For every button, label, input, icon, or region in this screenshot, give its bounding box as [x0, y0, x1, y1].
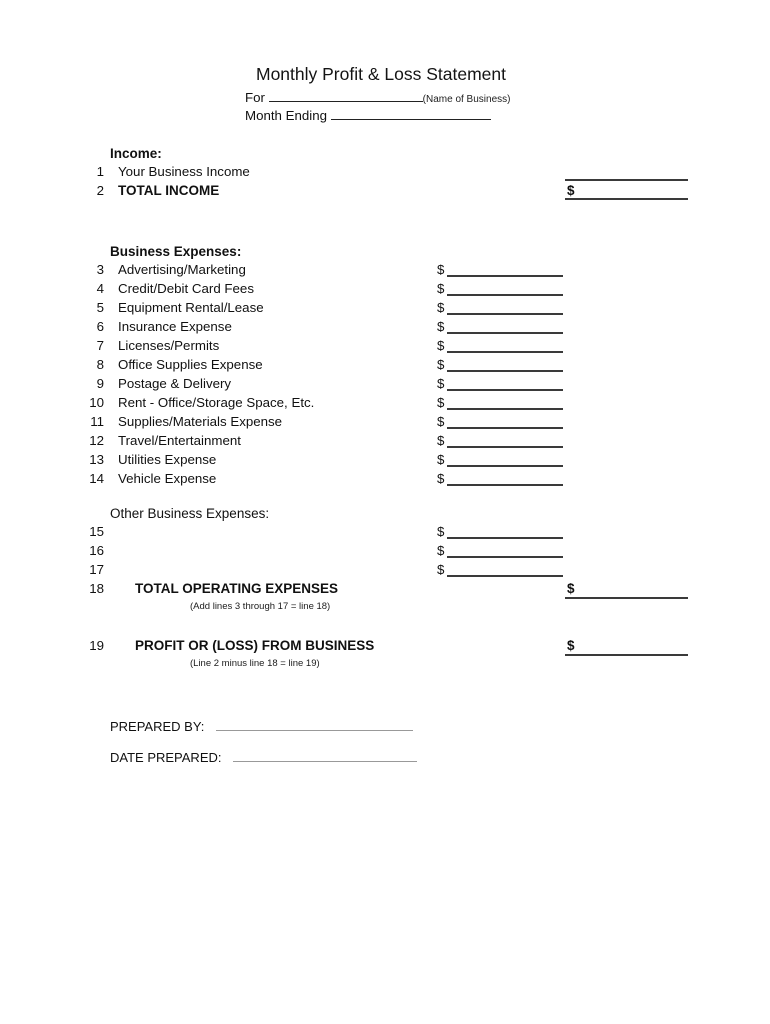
prepared-by-label: PREPARED BY: [110, 719, 205, 734]
expense-row [0, 431, 770, 450]
other-expenses-heading: Other Business Expenses: [110, 506, 270, 521]
line-label: Equipment Rental/Lease [118, 300, 264, 315]
line-label: Postage & Delivery [118, 376, 232, 391]
dollar-sign: $ [437, 262, 445, 277]
dollar-sign: $ [437, 395, 445, 410]
line-10-amount-field[interactable] [447, 408, 563, 410]
line-number: 2 [96, 183, 104, 198]
expense-row [0, 317, 770, 336]
dollar-sign: $ [437, 338, 445, 353]
business-expenses-heading: Business Expenses: [110, 244, 242, 259]
line-label: Travel/Entertainment [118, 433, 241, 448]
income-row-2 [0, 181, 770, 200]
line-11-amount-field[interactable] [447, 427, 563, 429]
total-operating-expenses-row [0, 579, 770, 599]
line-label: Insurance Expense [118, 319, 232, 334]
expense-row [0, 469, 770, 488]
line-number: 3 [96, 262, 104, 277]
total-operating-expenses-note: (Add lines 3 through 17 = line 18) [190, 601, 331, 612]
month-ending-field[interactable] [331, 107, 491, 120]
line-number: 15 [89, 524, 104, 539]
line-number: 12 [89, 433, 104, 448]
name-of-business-note: (Name of Business) [422, 94, 511, 105]
dollar-sign: $ [567, 183, 575, 198]
dollar-sign: $ [437, 433, 445, 448]
line-12-amount-field[interactable] [447, 446, 563, 448]
expense-row [0, 336, 770, 355]
line-number: 18 [89, 581, 104, 596]
line-number: 1 [96, 164, 104, 179]
dollar-sign: $ [437, 281, 445, 296]
line-number: 17 [89, 562, 104, 577]
line-7-amount-field[interactable] [447, 351, 563, 353]
dollar-sign: $ [437, 300, 445, 315]
dollar-sign: $ [437, 452, 445, 467]
line-number: 7 [96, 338, 104, 353]
line-number: 11 [90, 414, 104, 429]
total-income-label: TOTAL INCOME [118, 183, 220, 198]
expense-row [0, 355, 770, 374]
expense-row [0, 393, 770, 412]
profit-loss-label: PROFIT OR (LOSS) FROM BUSINESS [135, 638, 375, 653]
line-number: 16 [89, 543, 104, 558]
line-label: Advertising/Marketing [118, 262, 246, 277]
other-expense-row [0, 560, 770, 579]
line-6-amount-field[interactable] [447, 332, 563, 334]
expense-row [0, 450, 770, 469]
expense-row [0, 412, 770, 431]
line-number: 6 [96, 319, 104, 334]
profit-loss-note: (Line 2 minus line 18 = line 19) [190, 658, 320, 669]
dollar-sign: $ [567, 581, 575, 596]
month-ending-line [245, 107, 491, 123]
line-label: Rent - Office/Storage Space, Etc. [118, 395, 315, 410]
dollar-sign: $ [437, 357, 445, 372]
expense-row [0, 279, 770, 298]
income-heading: Income: [110, 146, 162, 161]
date-prepared-field[interactable] [233, 750, 417, 762]
line-number: 10 [89, 395, 104, 410]
dollar-sign: $ [437, 376, 445, 391]
dollar-sign: $ [567, 638, 575, 653]
line-2-amount-field[interactable] [565, 198, 688, 200]
prepared-by-field[interactable] [216, 719, 413, 731]
line-label: Vehicle Expense [118, 471, 217, 486]
dollar-sign: $ [437, 562, 445, 577]
for-line [245, 89, 510, 105]
expense-row [0, 298, 770, 317]
line-14-amount-field[interactable] [447, 484, 563, 486]
dollar-sign: $ [437, 471, 445, 486]
line-number: 9 [96, 376, 104, 391]
for-label: For [245, 90, 265, 105]
dollar-sign: $ [437, 414, 445, 429]
line-number: 8 [96, 357, 104, 372]
line-13-amount-field[interactable] [447, 465, 563, 467]
total-operating-expenses-label: TOTAL OPERATING EXPENSES [135, 581, 339, 596]
line-number: 4 [96, 281, 104, 296]
profit-loss-row [0, 636, 770, 656]
expense-row [0, 374, 770, 393]
line-16-amount-field[interactable] [447, 556, 563, 558]
line-number: 5 [96, 300, 104, 315]
prepared-by-line [110, 719, 413, 734]
date-prepared-line [110, 750, 417, 765]
dollar-sign: $ [437, 319, 445, 334]
other-expense-row [0, 541, 770, 560]
line-label: Credit/Debit Card Fees [118, 281, 254, 296]
date-prepared-label: DATE PREPARED: [110, 750, 222, 765]
line-number: 13 [89, 452, 104, 467]
dollar-sign: $ [437, 543, 445, 558]
line-17-amount-field[interactable] [447, 575, 563, 577]
dollar-sign: $ [437, 524, 445, 539]
line-5-amount-field[interactable] [447, 313, 563, 315]
line-4-amount-field[interactable] [447, 294, 563, 296]
month-ending-label: Month Ending [245, 108, 328, 123]
line-label: Licenses/Permits [118, 338, 220, 353]
business-name-field[interactable] [269, 89, 423, 102]
line-number: 19 [89, 638, 104, 653]
line-label: Office Supplies Expense [118, 357, 263, 372]
line-15-amount-field[interactable] [447, 537, 563, 539]
line-label: Utilities Expense [118, 452, 217, 467]
line-8-amount-field[interactable] [447, 370, 563, 372]
line-label: Your Business Income [118, 164, 250, 179]
line-19-amount-field[interactable] [565, 654, 688, 656]
expense-row [0, 260, 770, 279]
line-number: 14 [89, 471, 104, 486]
line-18-amount-field[interactable] [565, 597, 688, 599]
line-label: Supplies/Materials Expense [118, 414, 283, 429]
income-row-1 [0, 162, 770, 181]
page-title: Monthly Profit & Loss Statement [256, 64, 506, 84]
other-expense-row [0, 522, 770, 541]
line-9-amount-field[interactable] [447, 389, 563, 391]
line-3-amount-field[interactable] [447, 275, 563, 277]
